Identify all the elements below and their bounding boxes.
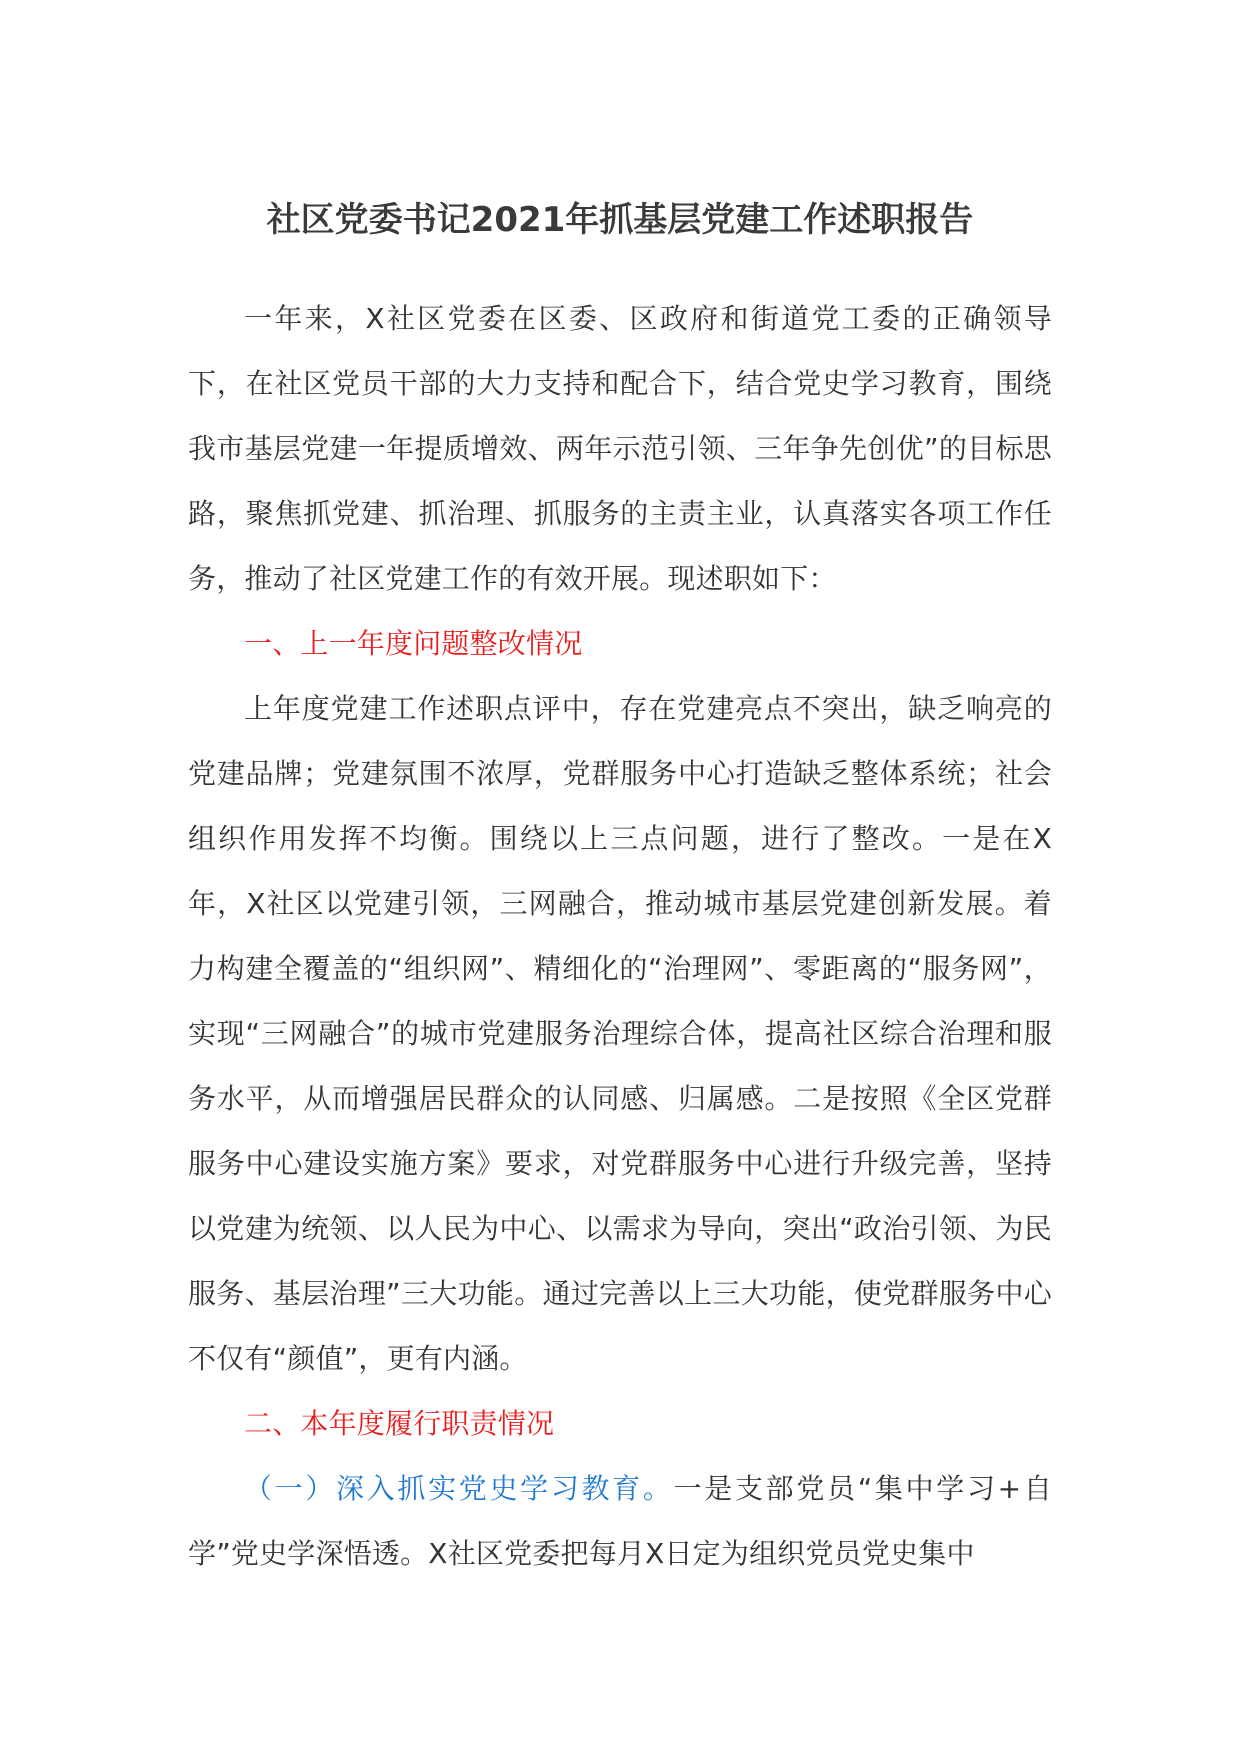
subsection-1-title: （一）深入抓实党史学习教育。 bbox=[244, 1472, 674, 1505]
section-2-paragraph bbox=[188, 1456, 1052, 1586]
document-title: 社区党委书记2021年抓基层党建工作述职报告 bbox=[266, 200, 974, 240]
section-2-heading: 二、本年度履行职责情况 bbox=[244, 1407, 555, 1440]
section-1-paragraph: 上年度党建工作述职点评中，存在党建亮点不突出，缺乏响亮的党建品牌；党建氛围不浓厚，党群服务中心打造缺乏整体系统；社会组织作用发挥不均衡。围绕以上三点问题，进行了整改。一是在X年，X社区以党建引领，三网融合，推动城市基层党建创新发展。着力构建全覆盖的“组织网”、精细化的“治理网”、零距离的“服务网”，实现“三网融合”的城市党建服务治理综合体，提高社区综合治理和服务水平，从而增强居民群众的认同感、归属感。二是按照《全区党群服务中心建设实施方案》要求，对党群服务中心进行升级完善，坚持以党建为统领、以人民为中心、以需求为导向，突出“政治引领、为民服务、基层治理”三大功能。通过完善以上三大功能，使党群服务中心不仅有“颜值”，更有内涵。 bbox=[188, 692, 1052, 1375]
document-body bbox=[188, 286, 1052, 1586]
intro-paragraph: 一年来，X社区党委在区委、区政府和街道党工委的正确领导下，在社区党员干部的大力支持和配合下，结合党史学习教育，围绕我市基层党建一年提质增效、两年示范引领、三年争先创优”的目标思路，聚焦抓党建、抓治理、抓服务的主责主业，认真落实各项工作任务，推动了社区党建工作的有效开展。现述职如下： bbox=[188, 302, 1052, 595]
subsection-1-text: 一是支部党员“集中学习+自学”党史学深悟透。X社区党委把每月X日定为组织党员党史集中 bbox=[188, 1472, 1052, 1570]
section-1-heading: 一、上一年度问题整改情况 bbox=[244, 627, 583, 660]
